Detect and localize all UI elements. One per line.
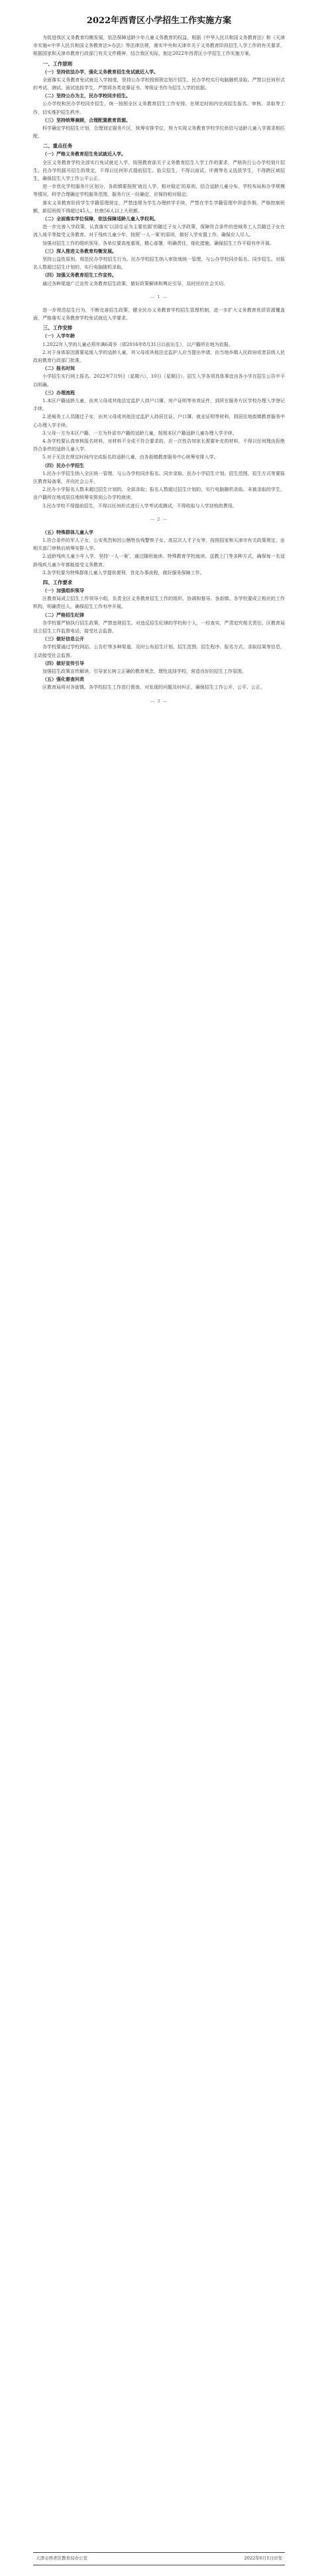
subsection-heading: （二）坚持公办为主，民办学校同步招生。 — [42, 93, 131, 99]
subsection-heading: （五）特殊群体儿童入学 — [42, 529, 93, 535]
paragraph: 1.民办小学招生纳入全区统一管理，与公办学校同步报名、同步录取。民办小学招生计划、招生范围、招生方式等要报区教育局备案，并向社会公开。 — [33, 470, 285, 484]
subsection-heading: （四）加强义务教育招生工作宣传。 — [42, 272, 117, 279]
paragraph: 1.2022年入学的儿童必须年满6周岁（即2016年8月31日以前出生），以户籍所在地为依据。 — [42, 341, 233, 347]
paragraph: 科学确定学校招生计划，合理划定服务片区，统筹安排学位，努力实现义务教育学校学位供给与适龄儿童入学需求相匹配。 — [33, 126, 285, 140]
paragraph: 落实义务教育阶段学生学籍管理规定，严禁违规为学生办理转学手续，严禁在学生学籍管理中弄虚作假。严格控制班额，新招班级不得超过45人，杜绝56人以上大班额。 — [33, 200, 285, 214]
page-number: — 3 — — [150, 698, 168, 704]
paragraph: 各学校要严格执行招生政策，严禁违规招生。对违反招生纪律的学校和个人，一经查实，严肃追究相关责任。区教育局设立招生工作监督电话，接受社会监督。 — [33, 620, 285, 634]
subsection-heading: （二）严格招生纪律 — [42, 611, 84, 618]
paragraph: 加强招生政策宣传解读，引导家长树立正确的教育观念，理性选择学校，营造良好的招生工作氛围。 — [42, 669, 246, 675]
paragraph: 4.各学校要认真审核报名材料，对材料不全或不符合要求的，应一次性告知家长需要补充的材料，不得以任何理由拒绝符合条件的适龄儿童入学。 — [33, 438, 285, 452]
subsection-heading: （三）做好信息公开 — [42, 636, 84, 642]
subsection-heading: （一）入学年龄 — [42, 333, 75, 339]
paragraph: 2.进城务工人员随迁子女，由其父母或其他法定监护人持居住证、户口簿、就业证明等材料，到居住地街镇教育服务中心办理入学手续。 — [33, 414, 285, 428]
paragraph: 区教育局将对各街镇、各学校招生工作进行督查，对发现的问题及时纠正，确保招生工作公开、公平、公正。 — [42, 685, 265, 691]
paragraph: 小学招生实行网上报名。2022年7月9日（星期六）、10日（星期日）。招生入学各项具体事宜由各小学在招生公告中予以明确。 — [33, 374, 285, 388]
paragraph: 2.民办小学报名人数未超过招生计划的，全部录取；报名人数超过招生计划的，实行电脑随机录取。未被录取的学生，由户籍所在地或居住地统筹安排到公办学校就读。 — [33, 487, 285, 501]
document-footer — [36, 2555, 282, 2561]
paragraph: 3.父母一方为本区户籍、一方为外省市户籍的适龄儿童，按照本区户籍适龄儿童办理入学手续。 — [42, 430, 237, 436]
paragraph: 2.对于身体原因需要延缓入学的适龄儿童，其父母或其他法定监护人应当提出申请，由当地乡镇人民政府或者县级人民政府教育行政部门批准。 — [33, 349, 285, 363]
document-title: 2022年西青区小学招生工作实施方案 — [86, 16, 232, 26]
paragraph: 加强对招生工作的组织领导，各单位要高度重视，精心部署，明确责任，细化措施，确保招生工作平稳有序开展。 — [42, 240, 274, 246]
section-heading: 二、重点任务 — [42, 143, 73, 150]
subsection-heading: （一）坚持依法办学，强化义务教育招生免试就近入学。 — [42, 68, 158, 75]
subsection-heading: （三）坚持统筹兼顾，合理配置教育资源。 — [42, 116, 131, 123]
paragraph: 各学校要通过学校网站、公告栏等多种渠道，及时公布招生计划、招生范围、招生程序、报名方式、录取结果等信息，主动接受社会监督。 — [33, 644, 285, 658]
paragraph: 进一步完善入学政策，认真落实'以居住证为主要依据'的随迁子女入学政策，保障符合条件的进城务工人员随迁子女在流入地平等接受义务教育。对于残疾儿童少年，按照'一人一案'的原则，做好入学安置工作，确保应入尽入。 — [33, 224, 285, 238]
page-number: — 2 — — [150, 516, 168, 522]
section-heading: 四、工作要求 — [42, 579, 73, 585]
paragraph: 3.各学校要为特殊群体儿童入学提供便利，优化办事流程，做好服务保障工作。 — [42, 570, 205, 576]
paragraph: 通过各种渠道广泛宣传义务教育招生政策，做好政策解读和舆论引导，及时回应社会关切。 — [42, 280, 228, 286]
paragraph: 1.符合条件的军人子女、公安英烈和因公牺牲伤残警察子女、高层次人才子女等，按照国家和天津市有关政策规定，由相关部门审核后统筹安排入学。 — [33, 537, 285, 552]
footer-date: 2022年6月1日印发 — [244, 2555, 282, 2561]
page-number: — 1 — — [150, 294, 168, 300]
paragraph: 坚持公益性原则，规范民办学校招生行为。民办学校招生纳入审批地统一管理，与公办学校同步报名、同步招生。对报名人数超过招生计划的，实行电脑随机录取。 — [33, 257, 285, 271]
subsection-heading: （四）民办小学招生 — [42, 462, 84, 468]
footer-top-rule — [33, 2552, 285, 2553]
subsection-heading: （四）做好宣传引导 — [42, 660, 84, 666]
section-heading: 三、工作安排 — [42, 325, 73, 331]
section-heading: 一、工作原则 — [42, 60, 73, 67]
subsection-heading: （二）全面落实学位保障，依法保障适龄儿童入学权利。 — [42, 216, 158, 222]
subsection-heading: （三）深入推进义务教育均衡发展。 — [42, 247, 117, 254]
paragraph: 全面落实义务教育免试就近入学制度，坚持公办学校按照规定划片招生，民办学校实行电脑随机录取。严禁以任何形式的考试、测试、面试选拔学生，严禁将各类竞赛证书、等级证书作为招生入学的依据。 — [33, 77, 285, 91]
footer-issuer: 天津市西青区教育局办公室 — [36, 2555, 87, 2561]
paragraph: 区教育局成立招生工作领导小组，负责全区义务教育招生工作的组织、协调和督导。各街镇、各学校要成立相应的工作机构，明确责任人，确保招生工作有序开展。 — [33, 596, 285, 610]
subsection-heading: （二）报名时间 — [42, 365, 75, 372]
paragraph: 2.适龄残疾儿童少年入学，坚持'一人一案'，通过随班就读、特殊教育学校就读、送教上门等多种方式，确保每一名适龄残疾儿童少年都能接受义务教育。 — [33, 554, 285, 568]
paragraph: 进一步优化学校服务片区划分，各街镇要按照'就近入学、相对稳定'的原则，结合适龄儿童分布、学校布局和办学规模等情况，科学合理确定学校服务范围，服务片区一经确定，应保持相对稳定。 — [33, 184, 285, 198]
subsection-heading: （五）强化督查问责 — [42, 676, 84, 683]
paragraph: 1.本区户籍适龄儿童，由其父母或其他法定监护人持户口簿、房产证明等有效证件，到所在服务片区学校办理入学登记手续。 — [33, 398, 285, 412]
subsection-heading: （一）加强组织领导 — [42, 587, 84, 593]
subsection-heading: （一）严格义务教育招生免试就近入学。 — [42, 151, 126, 157]
document-body — [33, 34, 285, 704]
paragraph: 公办学校和民办学校同步招生，统一按照全区义务教育招生工作安排，在规定时间内完成招生报名、审核、录取等工作，切实维护招生秩序。 — [33, 101, 285, 115]
paragraph: 全区义务教育学校全部实行免试就近入学，按照教育部关于义务教育招生入学工作的要求，严格执行公办学校划片招生、民办学校摇号招生的规定，不得以任何形式提前招生、掐尖招生，不得以面试、评测等名义选拔学生，不得跨区域招生，确保招生入学工作公平公正。 — [33, 159, 285, 182]
paragraph: 为促进我区义务教育均衡发展，依法保障适龄少年儿童义务教育的权益，根据《中华人民共和国义务教育法》和《天津市实施<中华人民共和国义务教育法>办法》等法律法规，落实中央和天津市关于义务教育阶段招生入学工作的有关要求，根据国家和天津市教育行政部门有关文件精神，结合我区实际，制定2022年西青区小学招生工作实施方案。 — [33, 35, 285, 57]
paragraph: 5.对于无法在规定时间内完成报名的适龄儿童，由各街镇教育服务中心统筹安排入学。 — [42, 454, 219, 460]
paragraph: 3.民办学校不得提前招生，不得以任何形式进行入学考试或测试，不得收取与入学挂钩的费用。 — [42, 503, 237, 509]
subsection-heading: （三）办理流程 — [42, 389, 75, 396]
paragraph: 进一步规范招生行为，不断完善招生政策，健全民办义务教育学校招生管理机制，进一步扩大义务教育优质资源覆盖面，严格落实义务教育学校免试就近入学要求。 — [33, 307, 285, 322]
